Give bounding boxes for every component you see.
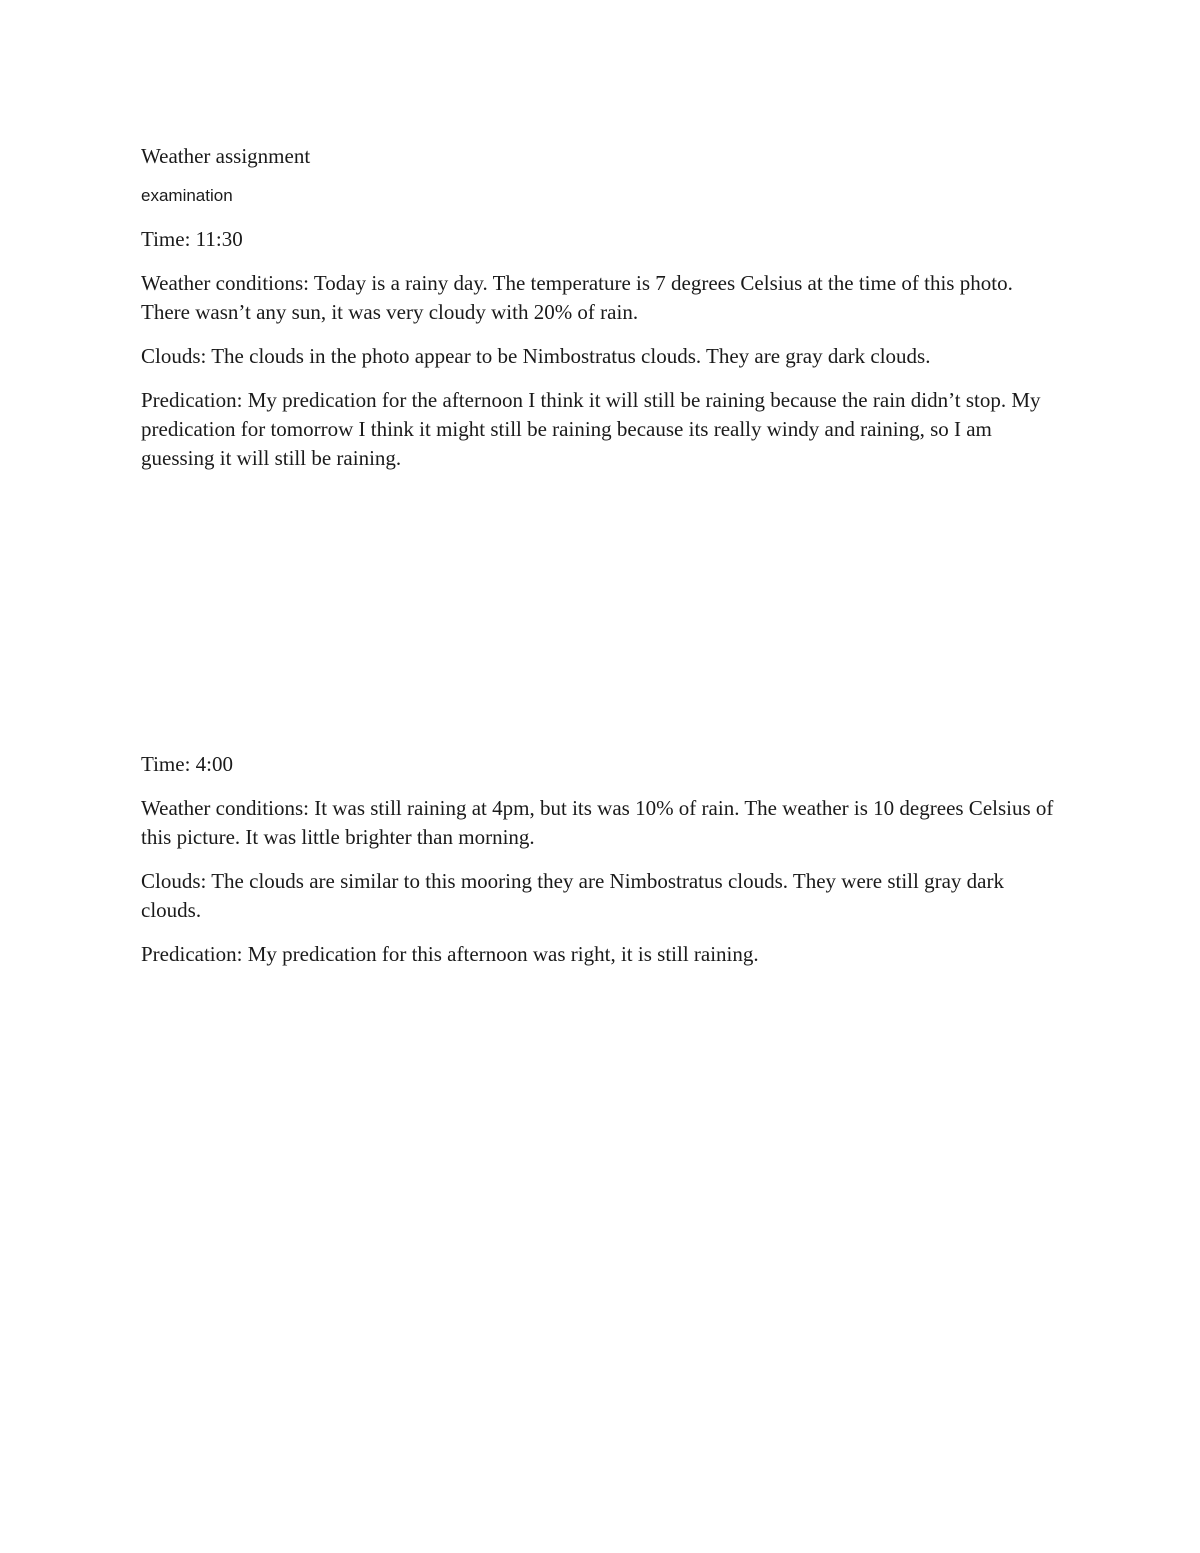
- section-conditions: Weather conditions: It was still raining at 4pm, but its was 10% of rain. The weather is 10 degrees Celsius of this picture. It was little brighter than morning.: [141, 796, 1054, 849]
- document-title: Weather assignment: [141, 144, 311, 168]
- section-conditions: Weather conditions: Today is a rainy day. The temperature is 7 degrees Celsius at the time of this photo. There wasn’t any sun, it was very cloudy with 20% of rain.: [141, 271, 1013, 324]
- document-subtitle: examination: [141, 186, 233, 205]
- document-body: [141, 142, 1066, 984]
- section-clouds: Clouds: The clouds are similar to this mooring they are Nimbostratus clouds. They were still gray dark clouds.: [141, 869, 1004, 922]
- section-time: Time: 11:30: [141, 227, 243, 251]
- section-prediction: Predication: My predication for this afternoon was right, it is still raining.: [141, 942, 759, 966]
- section-morning: [141, 225, 1066, 473]
- section-clouds: Clouds: The clouds in the photo appear to be Nimbostratus clouds. They are gray dark clouds.: [141, 344, 931, 368]
- section-afternoon: [141, 750, 1066, 969]
- blank-space: [141, 488, 1066, 750]
- section-prediction: Predication: My predication for the afternoon I think it will still be raining because the rain didn’t stop. My predication for tomorrow I think it might still be raining because its really windy and raining, so I am guessing it will still be raining.: [141, 388, 1041, 470]
- section-time: Time: 4:00: [141, 752, 233, 776]
